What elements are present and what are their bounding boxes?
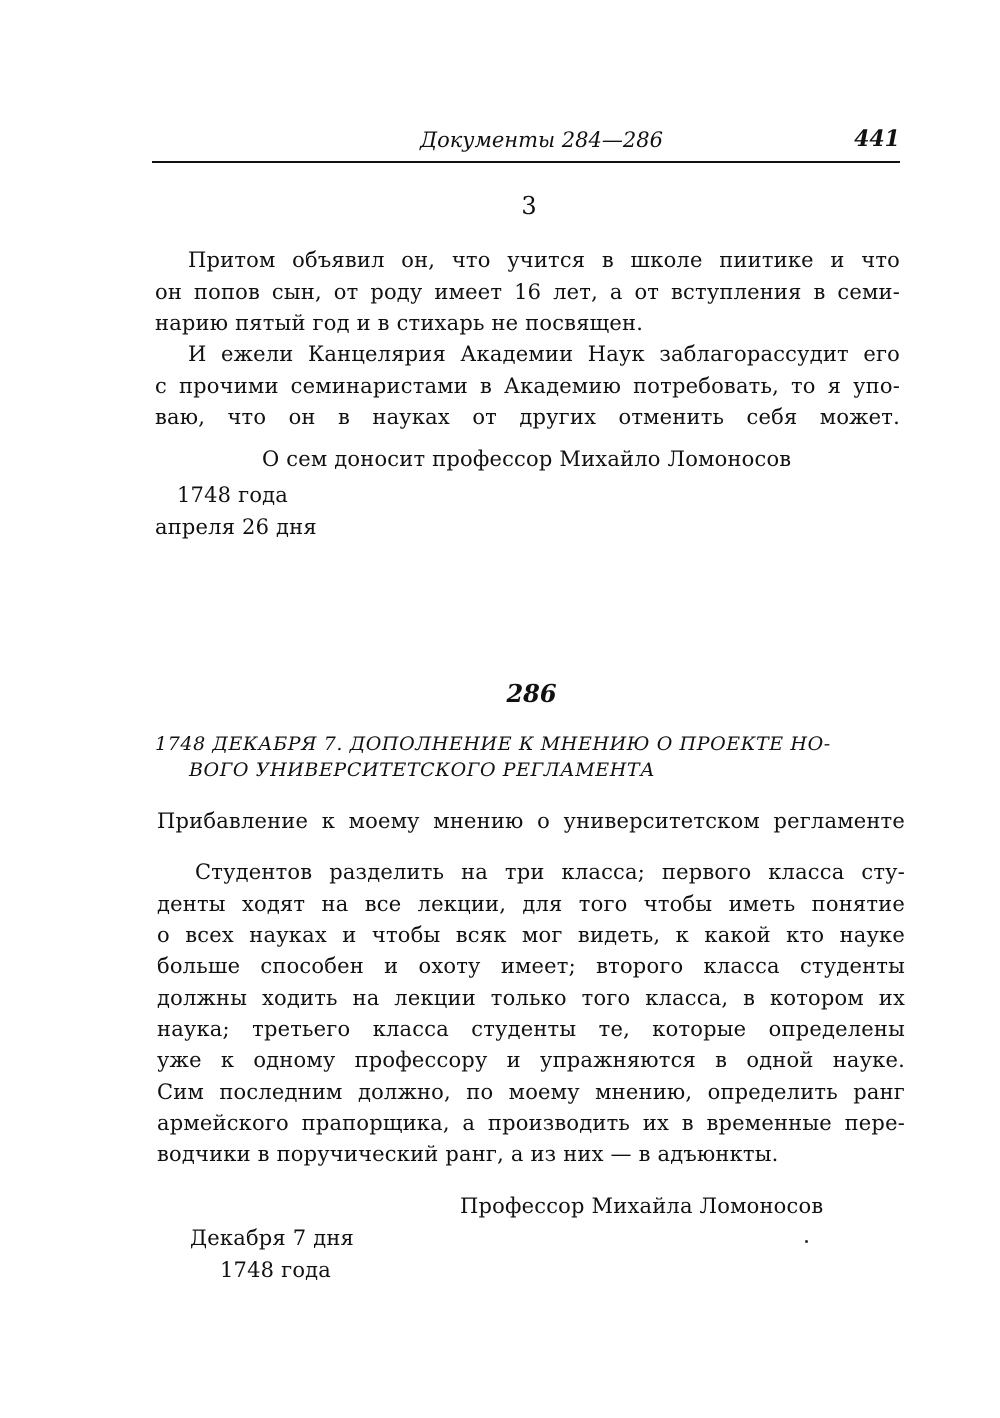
paragraph-line: наука; третьего класса студенты те, которые определены (157, 1017, 905, 1041)
paragraph-line: водчики в поручический ранг, а из них — в адъюнкты. (157, 1142, 779, 1166)
date-year: 1748 года (177, 483, 289, 507)
paragraph-line: ваю, что он в науках от других отменить себя может. (155, 405, 900, 429)
signature: Профессор Михайла Ломоносов (460, 1194, 824, 1218)
paragraph-line: нарию пятый год и в стихарь не посвящен. (155, 311, 644, 335)
page-number: 441 (854, 126, 900, 152)
paragraph-line: денты ходят на все лекции, для того чтобы иметь понятие (157, 892, 905, 916)
document-title: ВОГО УНИВЕРСИТЕТСКОГО РЕГЛАМЕНТА (189, 759, 656, 781)
date-day: Декабря 7 дня (190, 1226, 354, 1250)
ink-speck (805, 1240, 808, 1243)
paragraph-line: Притом объявил он, что учится в школе пиитике и что (188, 248, 900, 272)
paragraph-line: Сим последним должно, по моему мнению, определить ранг (157, 1080, 905, 1104)
paragraph-line: должны ходить на лекции только того класса, в котором их (157, 986, 905, 1010)
paragraph-line: о всех науках и чтобы всяк мог видеть, к какой кто науке (157, 923, 905, 947)
paragraph-line: И ежели Канцелярия Академии Наук заблагорассудит его (188, 342, 900, 366)
signature: О сем доносит профессор Михайло Ломоносов (262, 447, 792, 471)
date-year: 1748 года (220, 1258, 332, 1282)
document-title: 1748 ДЕКАБРЯ 7. ДОПОЛНЕНИЕ К МНЕНИЮ О ПРОЕКТЕ НО- (155, 733, 831, 755)
paragraph-line: Студентов разделить на три класса; первого класса сту- (195, 860, 905, 884)
paragraph-line: больше способен и охоту имеет; второго класса студенты (157, 954, 905, 978)
document-subtitle: Прибавление к моему мнению о университетском регламенте (157, 809, 905, 833)
paragraph-line: он попов сын, от роду имеет 16 лет, а от вступления в семи- (155, 280, 900, 304)
section-number: 3 (521, 192, 537, 220)
date-day: апреля 26 дня (155, 515, 317, 539)
header-rule (152, 161, 900, 163)
paragraph-line: с прочими семинаристами в Академию потребовать, то я упо- (155, 374, 900, 398)
paragraph-line: уже к одному профессору и упражняются в одной науке. (157, 1048, 905, 1072)
paragraph-line: армейского прапорщика, а производить их в временные пере- (157, 1111, 905, 1135)
running-head: Документы 284—286 (420, 128, 663, 152)
document-number: 286 (506, 679, 557, 708)
